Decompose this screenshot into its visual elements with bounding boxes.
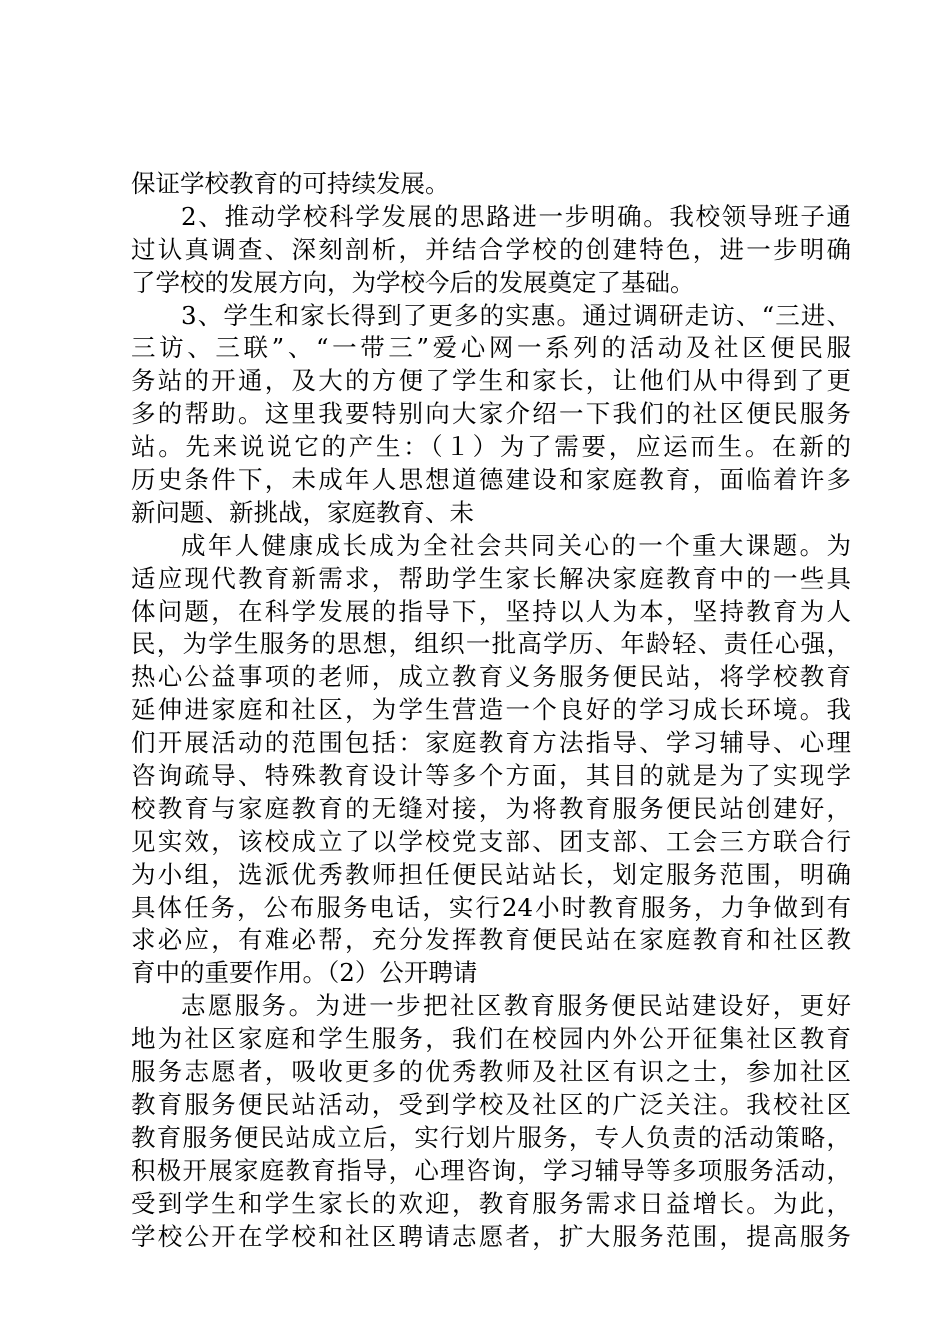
text-line: 服务志愿者，吸收更多的优秀教师及社区有识之士，参加社区 [131, 1057, 851, 1087]
text-line: 新问题、新挑战，家庭教育、未 [131, 497, 474, 527]
text-line: 多的帮助。这里我要特别向大家介绍一下我们的社区便民服务 [131, 399, 851, 429]
text-line: 民，为学生服务的思想，组织一批高学历、年龄轻、责任心强， [131, 629, 851, 659]
text-line: 2、推动学校科学发展的思路进一步明确。我校领导班子通 [181, 201, 851, 231]
text-line: 们开展活动的范围包括：家庭教育方法指导、学习辅导、心理 [131, 728, 851, 758]
text-line: 校教育与家庭教育的无缝对接，为将教育服务便民站创建好， [131, 793, 851, 823]
text-line: 教育服务便民站成立后，实行划片服务，专人负责的活动策略， [131, 1122, 851, 1152]
text-line: 学校公开在学校和社区聘请志愿者，扩大服务范围，提高服务 [131, 1221, 851, 1251]
text-line: 地为社区家庭和学生服务，我们在校园内外公开征集社区教育 [131, 1024, 851, 1054]
text-line: 热心公益事项的老师，成立教育义务服务便民站，将学校教育 [131, 662, 851, 692]
text-line: 过认真调查、深刻剖析，并结合学校的创建特色，进一步明确 [131, 234, 851, 264]
text-line: 适应现代教育新需求，帮助学生家长解决家庭教育中的一些具 [131, 563, 851, 593]
text-line: 体问题，在科学发展的指导下，坚持以人为本，坚持教育为人 [131, 596, 851, 626]
body-text [131, 168, 851, 1253]
text-line: 三访、三联”、“一带三”爱心网一系列的活动及社区便民服 [131, 333, 851, 363]
text-line: 历史条件下，未成年人思想道德建设和家庭教育，面临着许多 [131, 465, 851, 495]
text-line: 积极开展家庭教育指导，心理咨询，学习辅导等多项服务活动， [131, 1155, 851, 1185]
text-line: 育中的重要作用。（2）公开聘请 [131, 958, 478, 988]
text-line: 受到学生和学生家长的欢迎，教育服务需求日益增长。为此， [131, 1188, 851, 1218]
text-line: 3、学生和家长得到了更多的实惠。通过调研走访、“三进、 [181, 300, 851, 330]
text-line: 为小组，选派优秀教师担任便民站站长，划定服务范围，明确 [131, 859, 851, 889]
text-line: 务站的开通，及大的方便了学生和家长，让他们从中得到了更 [131, 366, 851, 396]
text-line: 站。先来说说它的产生：（１）为了需要，应运而生。在新的 [131, 432, 851, 462]
text-line: 具体任务，公布服务电话，实行24小时教育服务，力争做到有 [131, 892, 851, 922]
text-line: 见实效，该校成立了以学校党支部、团支部、工会三方联合行 [131, 826, 851, 856]
text-line: 教育服务便民站活动，受到学校及社区的广泛关注。我校社区 [131, 1089, 851, 1119]
text-line: 咨询疏导、特殊教育设计等多个方面，其目的就是为了实现学 [131, 761, 851, 791]
text-line: 求必应，有难必帮，充分发挥教育便民站在家庭教育和社区教 [131, 925, 851, 955]
text-line: 志愿服务。为进一步把社区教育服务便民站建设好，更好 [181, 991, 851, 1021]
text-line: 保证学校教育的可持续发展。 [131, 169, 450, 198]
text-line: 成年人健康成长成为全社会共同关心的一个重大课题。为 [181, 530, 851, 560]
text-line: 延伸进家庭和社区，为学生营造一个良好的学习成长环境。我 [131, 695, 851, 725]
text-line: 了学校的发展方向，为学校今后的发展奠定了基础。 [131, 267, 695, 297]
